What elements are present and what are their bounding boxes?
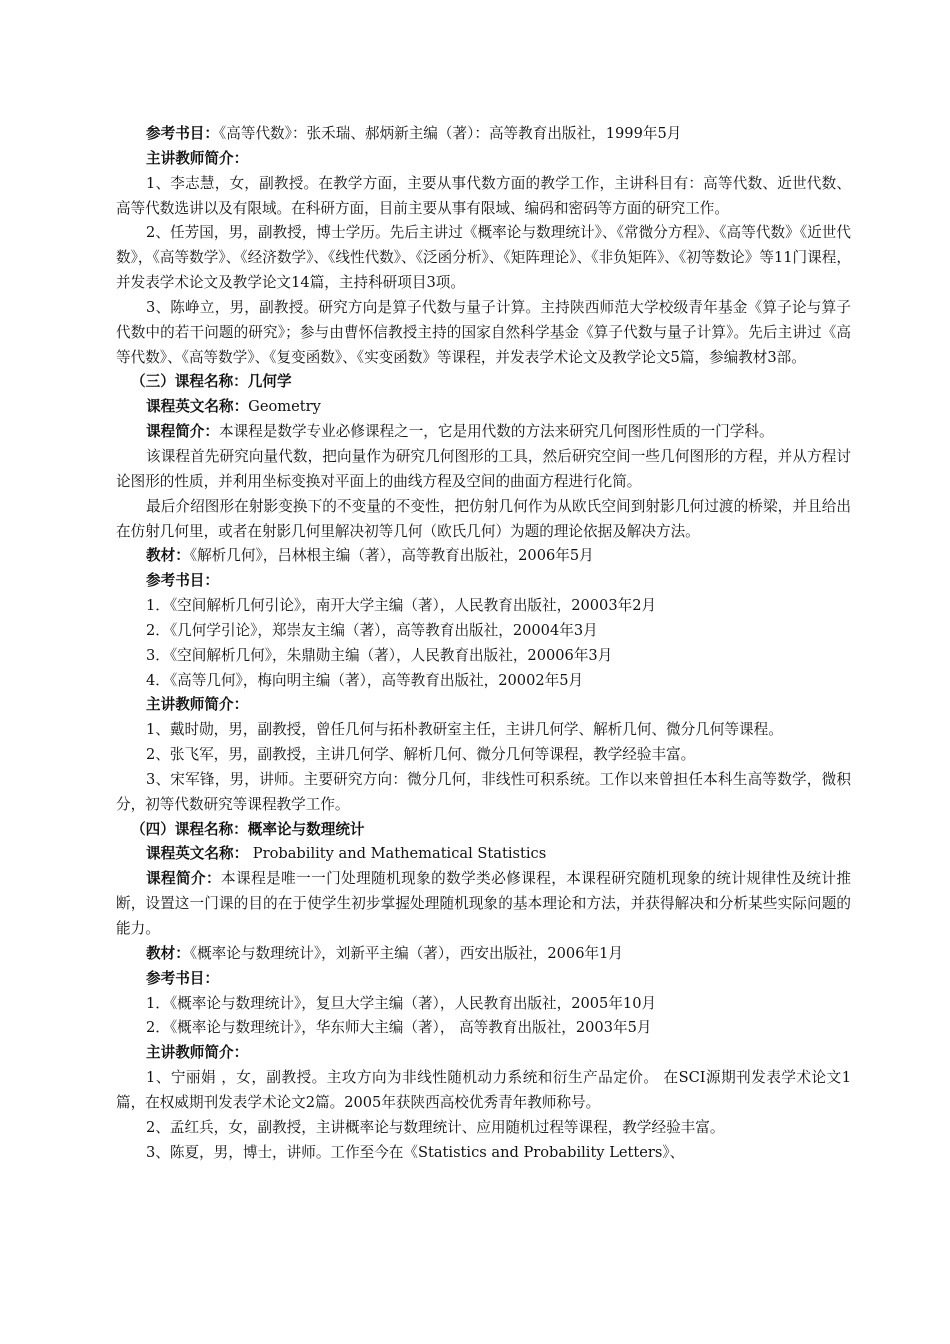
reference-heading: 参考书目： [146,969,219,987]
intro-text: 本课程是唯一一门处理随机现象的数学类必修课程，本课程研究随机现象的统计规律性及统计推断，设置这一门课的目的在于使学生初步掌握处理随机现象的基本理论和方法，并获得解决和分析某些实际问题的能力。 [116,870,851,937]
textbook-label: 教材： [146,944,190,962]
reference-item: 2．《几何学引论》，郑崇友主编（著），高等教育出版社，20004年3月 [146,621,598,639]
course-title: （四）课程名称：概率论与数理统计 [131,820,365,838]
course-title: （三）课程名称：几何学 [131,373,292,391]
english-name-label: 课程英文名称： [146,398,249,416]
teacher-heading: 主讲教师简介： [146,1044,249,1062]
teacher-heading: 主讲教师简介： [146,696,249,714]
teacher-bio: 3、陈夏，男，博士，讲师。工作至今在《Statistics and Probability Letters》、 [146,1143,685,1161]
teacher-bio: 1、李志慧，女，副教授。在教学方面，主要从事代数方面的教学工作，主讲科目有：高等代数、近世代数、高等代数选讲以及有限域。在科研方面，目前主要从事有限域、编码和密码等方面的研究工作。 [116,174,851,217]
textbook-text: 《概率论与数理统计》，刘新平主编（著），西安出版社，2006年1月 [189,944,623,962]
intro-label: 课程简介： [146,423,219,441]
reference-item: 3．《空间解析几何》，朱鼎勋主编（著），人民教育出版社，20006年3月 [146,646,613,664]
course-english-name [116,395,851,420]
reference-text: 《高等代数》：张禾瑞、郝炳新主编（著）：高等教育出版社，1999年5月 [218,125,682,142]
intro-paragraph: 该课程首先研究向量代数，把向量作为研究几何图形的工具，然后研究空间一些几何图形的方程，并从方程讨论图形的性质，并利用坐标变换对平面上的曲线方程及空间的曲面方程进行化简。 [116,447,851,490]
teacher-bio: 1、戴时勋，男，副教授，曾任几何与拓朴教研室主任，主讲几何学、解析几何、微分几何等课程。 [146,721,783,739]
reference-line [116,122,851,147]
document-page [116,122,851,1165]
reference-item: 2．《概率论与数理统计》，华东师大主编（著）， 高等教育出版社，2003年5月 [146,1019,652,1037]
english-name-value: Geometry [248,398,321,416]
teacher-bio: 1、宁丽娟 ，女，副教授。主攻方向为非线性随机动力系统和衍生产品定价。 在SCI源期刊发表学术论文1篇，在权威期刊发表学术论文2篇。2005年获陕西高校优秀青年教师称号。 [116,1069,851,1111]
intro-text: 本课程是数学专业必修课程之一，它是用代数的方法来研究几何图形性质的一门学科。 [218,423,774,441]
textbook-text: 《解析几何》，吕林根主编（著），高等教育出版社，2006年5月 [189,547,594,565]
english-name-label: 课程英文名称： [146,845,249,863]
teacher-bio: 2、任芳国，男，副教授，博士学历。先后主讲过《概率论与数理统计》、《常微分方程》、《高等代数》《近世代数》，《高等数学》、《经济数学》、《线性代数》、《泛函分析》、《矩阵理论》、《非负矩阵》、《初等数论》等11门课程，并发表学术论文及教学论文14篇，主持科研项目3项。 [116,224,852,292]
reference-item: 1．《概率论与数理统计》，复旦大学主编（著），人民教育出版社，2005年10月 [146,994,657,1012]
teacher-bio: 2、孟红兵，女，副教授，主讲概率论与数理统计、应用随机过程等课程，教学经验丰富。 [146,1118,725,1136]
english-name-value: Probability and Mathematical Statistics [248,845,547,863]
course-intro [116,867,851,942]
intro-paragraph: 最后介绍图形在射影变换下的不变量的不变性，把仿射几何作为从欧氏空间到射影几何过渡的桥梁，并且给出在仿射几何里，或者在射影几何里解决初等几何（欧氏几何）为题的理论依据及解决方法。 [116,497,851,540]
teacher-bio: 3、陈峥立，男，副教授。研究方向是算子代数与量子计算。主持陕西师范大学校级青年基金《算子论与算子代数中的若干问题的研究》；参与由曹怀信教授主持的国家自然科学基金《算子代数与量子计算》。先后主讲过《高等代数》、《高等数学》、《复变函数》、《实变函数》等课程，并发表学术论文及教学论文5篇，参编教材3部。 [116,298,851,366]
reference-heading: 参考书目： [146,572,219,590]
teacher-bio: 2、张飞军，男，副教授，主讲几何学、解析几何、微分几何等课程，教学经验丰富。 [146,746,696,764]
textbook-line [116,942,851,967]
teacher-heading: 主讲教师简介： [146,149,249,167]
course-intro [116,420,851,445]
textbook-line [116,544,851,569]
intro-label: 课程简介： [146,870,222,888]
reference-item: 4．《高等几何》，梅向明主编（著），高等教育出版社，20002年5月 [146,671,584,689]
textbook-label: 教材： [146,547,190,565]
teacher-bio: 3、宋军锋，男，讲师。主要研究方向：微分几何，非线性可积系统。工作以来曾担任本科生高等数学，微积分，初等代数研究等课程教学工作。 [116,770,851,813]
reference-item: 1．《空间解析几何引论》，南开大学主编（著），人民教育出版社，20003年2月 [146,597,657,615]
course-english-name [116,842,851,867]
reference-label: 参考书目： [146,125,219,142]
